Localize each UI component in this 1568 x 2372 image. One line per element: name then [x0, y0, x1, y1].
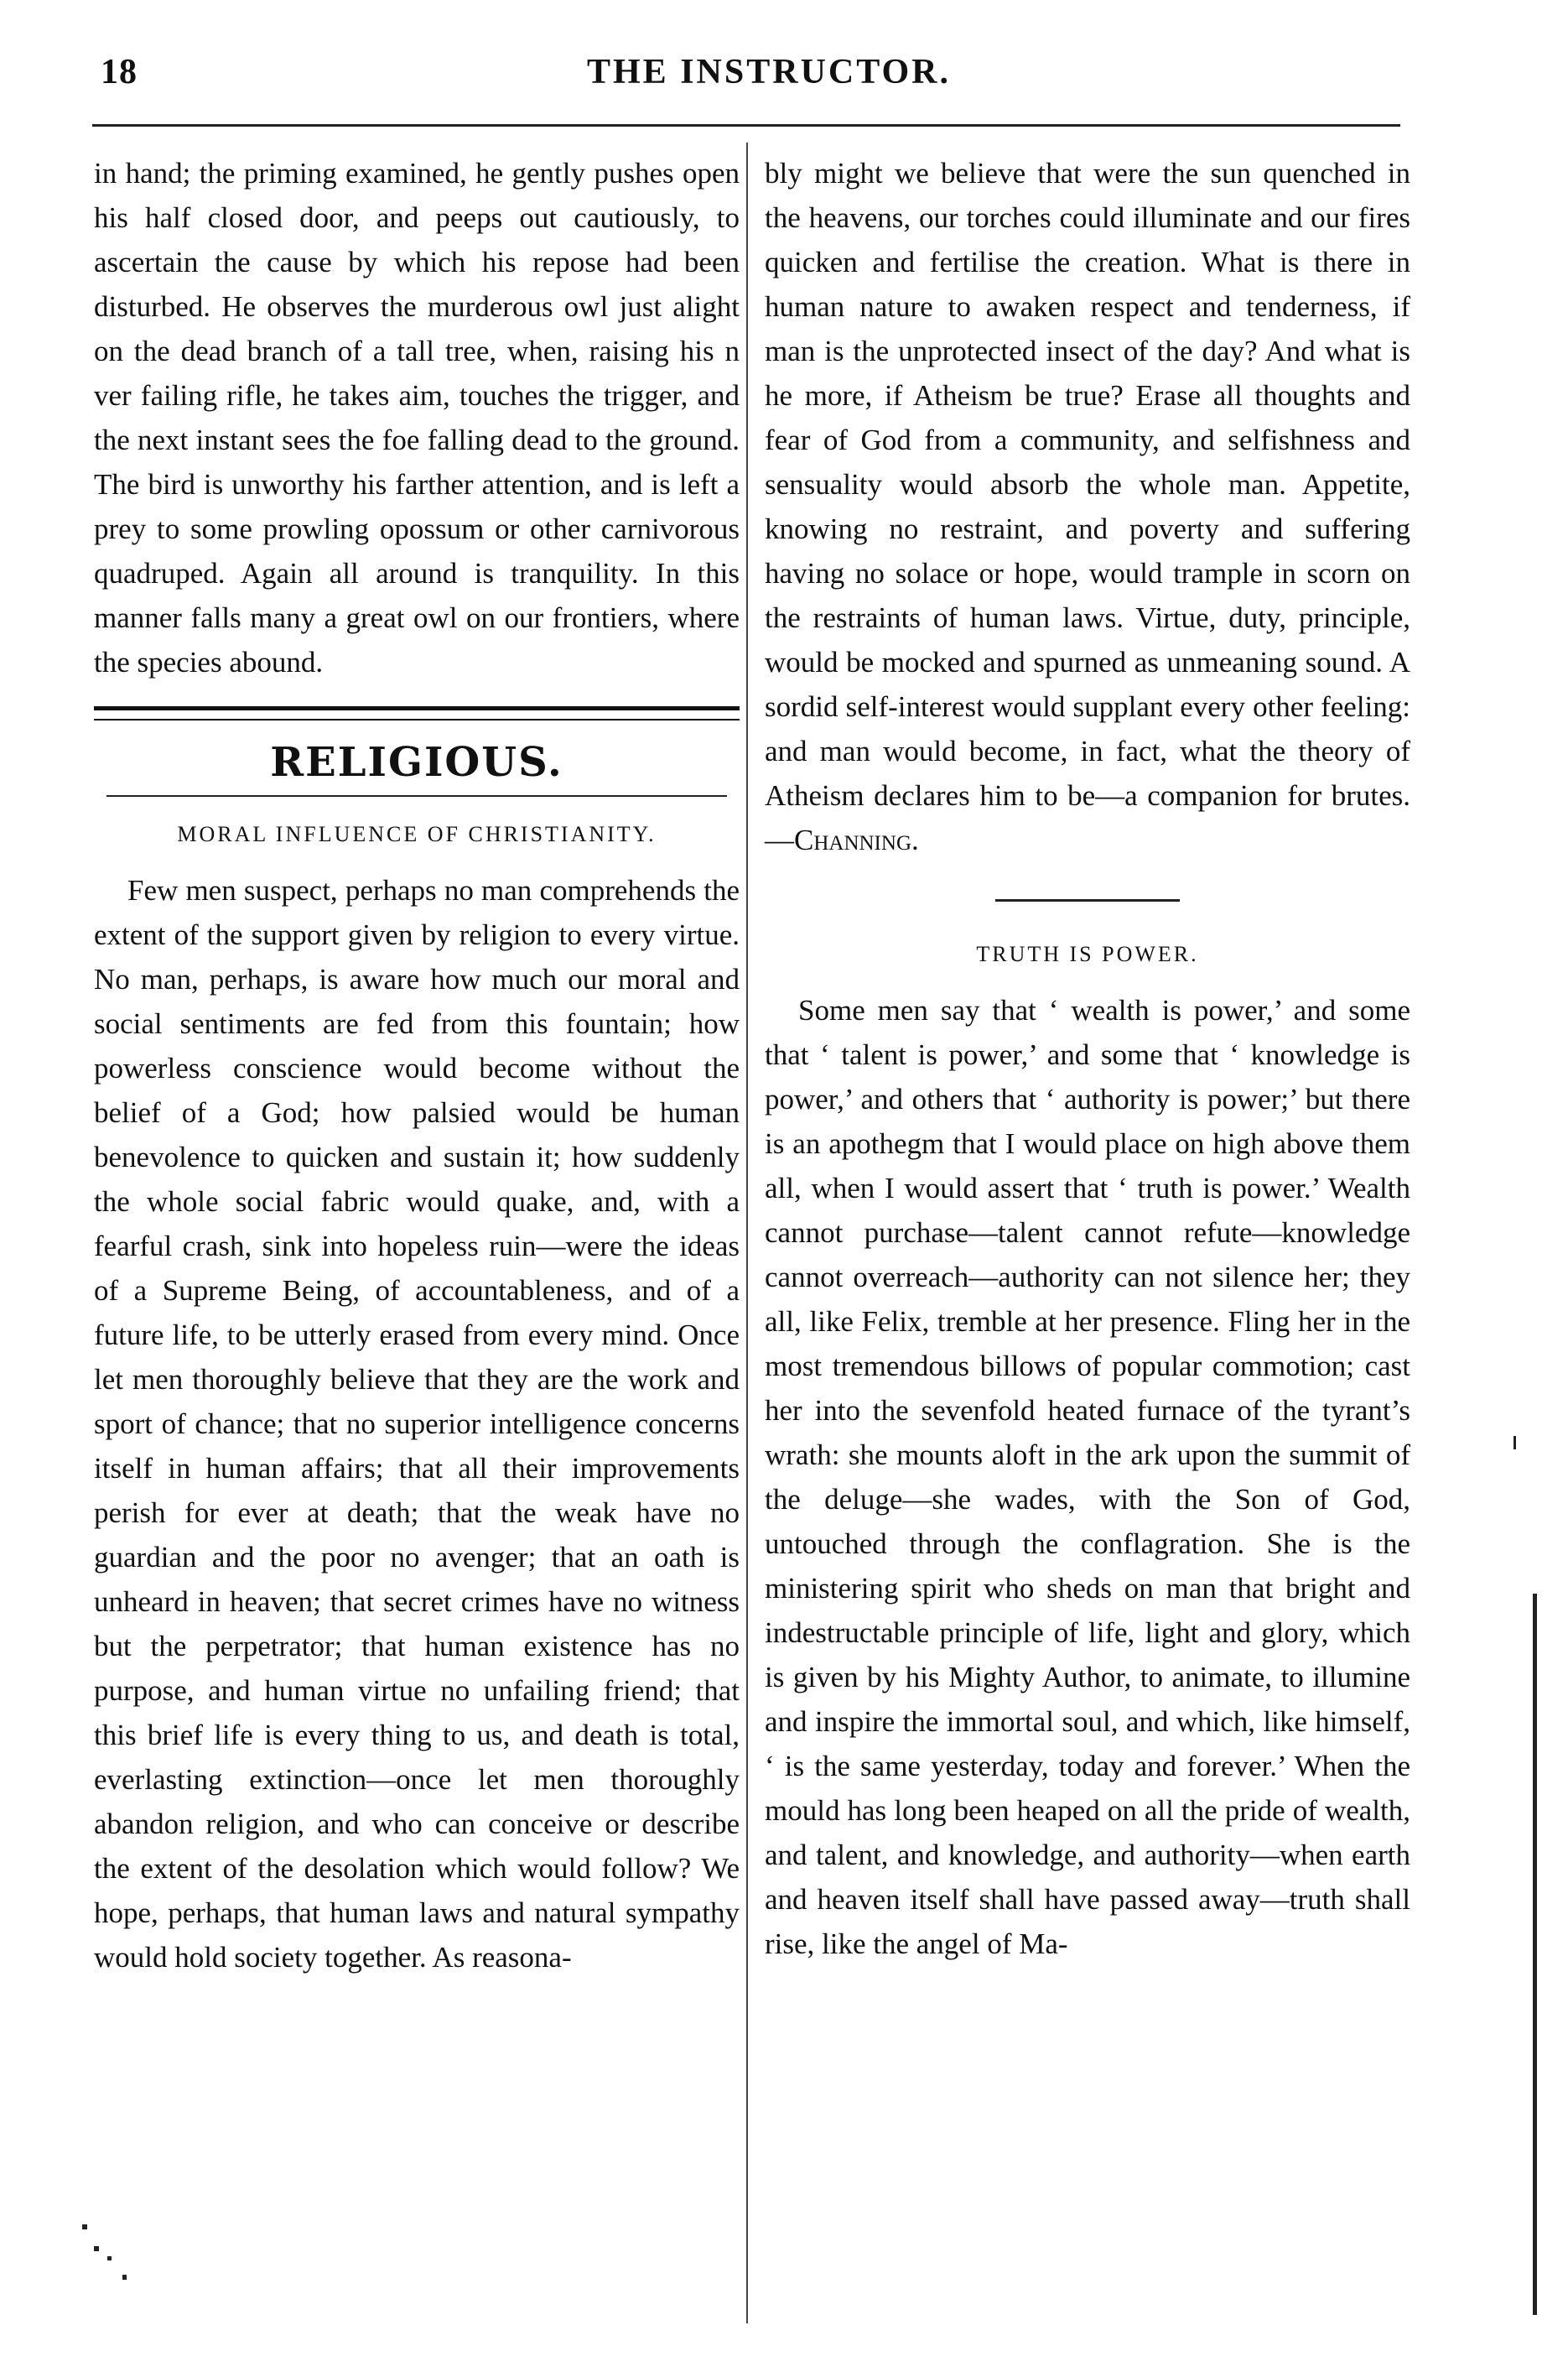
- moral-influence-continuation: [765, 151, 1410, 862]
- scan-speck: [1513, 1436, 1516, 1449]
- section-heading-religious: RELIGIOUS.: [270, 739, 563, 786]
- owl-article-continuation: in hand; the priming examined, he gently pushes open his half closed door, and peeps out cautiously, to ascertain the cause by which his repose had been disturbed. He observes the murderous owl just alight on the dead branch of a tall tree, when, raising his n ver failing rifle, he takes aim, touches the trigger, and the next instant sees the foe falling dead to the ground. The bird is unworthy his farther attention, and is left a prey to some prowling opossum or other carnivorous quadruped. Again all around is tranquility. In this manner falls many a great owl on our frontiers, where the species abound.: [94, 157, 740, 679]
- page-number: 18: [101, 53, 138, 91]
- left-column: [94, 151, 740, 1979]
- scan-speck: [94, 2246, 99, 2251]
- scan-speck: [122, 2275, 127, 2280]
- section-heading-underline: [106, 795, 726, 797]
- right-column: [765, 151, 1410, 1966]
- scan-speck: [107, 2256, 112, 2260]
- running-title: THE INSTRUCTOR.: [587, 53, 951, 91]
- article-title-truth-is-power: TRUTH IS POWER.: [976, 942, 1199, 966]
- section-separator-rule: [94, 706, 740, 720]
- scan-speck: [82, 2224, 87, 2229]
- header-rule: [92, 124, 1400, 127]
- article-body-moral-influence: Few men suspect, perhaps no man comprehends the extent of the support given by religion to every virtue. No man, perhaps, is aware how much our moral and social sentiments are fed from this fountain; how powerless conscience would become without the belief of a God; how palsied would be human benevolence to quicken and sustain it; how suddenly the whole social fabric would quake, and, with a fearful crash, sink into hopeless ruin—were the ideas of a Supreme Being, of accountableness, and of a future life, to be utterly erased from every mind. Once let men thoroughly believe that they are the work and sport of chance; that no superior intelligence concerns itself in human affairs; that all their improvements perish for ever at death; that the weak have no guardian and the poor no avenger; that an oath is unheard in heaven; that secret crimes have no witness but the perpetrator; that human existence has no purpose, and human virtue no unfailing friend; that this brief life is every thing to us, and death is total, everlasting extinction—once let men thoroughly abandon religion, and who can conceive or describe the extent of the desolation which would follow? We hope, perhaps, that human laws and natural sympathy would hold society together. As reasona-: [94, 874, 740, 1974]
- scan-edge-mark: [1533, 1594, 1537, 2315]
- continuation-text: bly might we believe that were the sun quenched in the heavens, our torches could illuminate and our fires quicken and fertilise the creation. What is there in human nature to awaken respect and tenderness, if man is the unprotected insect of the day? And what is he more, if Atheism be true? Erase all thoughts and fear of God from a community, and selfishness and sensuality would absorb the whole man. Appetite, knowing no restraint, and poverty and suffering having no solace or hope, would trample in scorn on the restraints of human laws. Virtue, duty, principle, would be mocked and spurned as unmeaning sound. A sordid self-interest would supplant every other feeling: and man would become, in fact, what the theory of Atheism declares him to be—a companion for brutes.—: [765, 157, 1410, 856]
- column-divider: [746, 143, 748, 2323]
- article-separator-rule: [995, 899, 1180, 902]
- attribution-channing: Channing.: [794, 824, 919, 856]
- article-body-truth-is-power: Some men say that ‘ wealth is power,’ and some that ‘ talent is power,’ and some that ‘ knowledge is power,’ and others that ‘ authority is power;’ but there is an apothegm that I would place on high above them all, when I would assert that ‘ truth is power.’ Wealth cannot purchase—talent cannot refute—knowledge cannot overreach—authority can not silence her; they all, like Felix, tremble at her presence. Fling her in the most tremendous billows of popular commotion; cast her into the sevenfold heated furnace of the tyrant’s wrath: she mounts aloft in the ark upon the summit of the deluge—she wades, with the Son of God, untouched through the conflagration. She is the ministering spirit who sheds on man that bright and indestructable principle of life, light and glory, which is given by his Mighty Author, to animate, to illumine and inspire the immortal soul, and which, like himself, ‘ is the same yesterday, today and forever.’ When the mould has long been heaped on all the pride of wealth, and talent, and knowledge, and authority—when earth and heaven itself shall have passed away—truth shall rise, like the angel of Ma-: [765, 994, 1410, 1960]
- article-title-moral-influence: MORAL INFLUENCE OF CHRISTIANITY.: [177, 822, 657, 846]
- page-header: [92, 52, 1400, 102]
